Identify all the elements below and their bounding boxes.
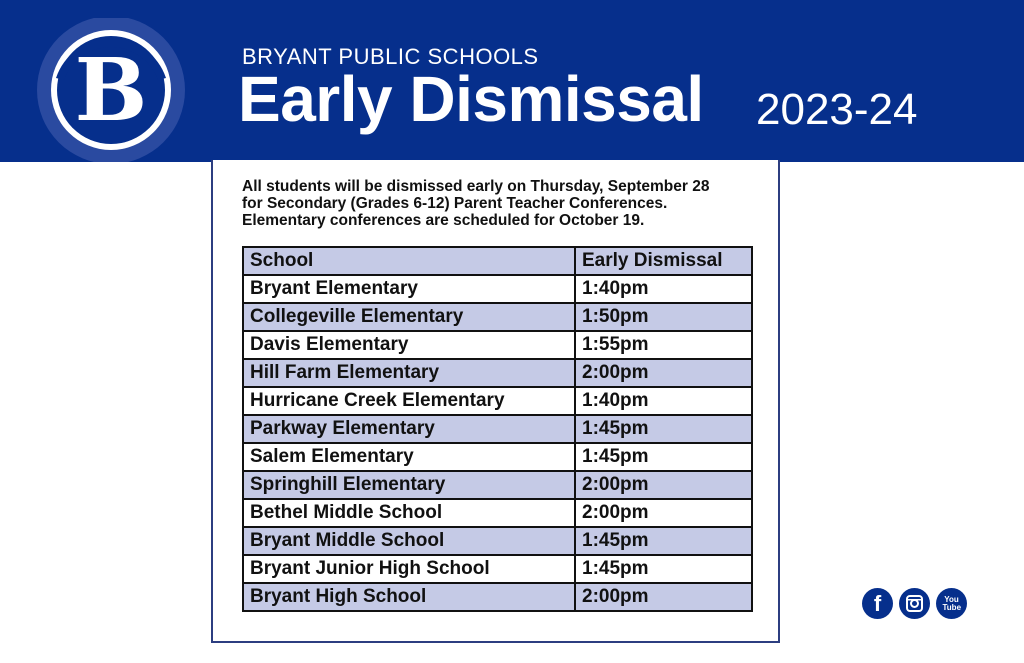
- table-row: [243, 527, 752, 555]
- svg-text:B: B: [74, 40, 148, 141]
- social-links: [862, 588, 967, 619]
- school-cell: Hurricane Creek Elementary: [243, 387, 575, 415]
- facebook-icon[interactable]: [862, 588, 893, 619]
- school-cell: Bryant Elementary: [243, 275, 575, 303]
- table-row: [243, 471, 752, 499]
- table-row: [243, 359, 752, 387]
- time-cell: 2:00pm: [575, 471, 752, 499]
- table-row: [243, 303, 752, 331]
- column-header-school: School: [243, 247, 575, 275]
- time-cell: 1:45pm: [575, 415, 752, 443]
- table-row: [243, 387, 752, 415]
- school-cell: Bryant Middle School: [243, 527, 575, 555]
- time-cell: 1:45pm: [575, 443, 752, 471]
- youtube-label: You Tube: [942, 594, 962, 612]
- time-cell: 1:40pm: [575, 387, 752, 415]
- time-cell: 1:45pm: [575, 555, 752, 583]
- page-title: Early Dismissal: [238, 63, 704, 135]
- intro-text: [242, 178, 762, 229]
- school-cell: Salem Elementary: [243, 443, 575, 471]
- table-row: [243, 443, 752, 471]
- table-row: [243, 555, 752, 583]
- table-row: [243, 331, 752, 359]
- time-cell: 2:00pm: [575, 583, 752, 611]
- table-header-row: [243, 247, 752, 275]
- time-cell: 1:55pm: [575, 331, 752, 359]
- time-cell: 1:40pm: [575, 275, 752, 303]
- table-row: [243, 583, 752, 611]
- school-cell: Davis Elementary: [243, 331, 575, 359]
- time-cell: 1:50pm: [575, 303, 752, 331]
- school-cell: Hill Farm Elementary: [243, 359, 575, 387]
- svg-text:f: f: [873, 591, 882, 616]
- header-banner: [0, 0, 1024, 162]
- intro-line: All students will be dismissed early on Thursday, September 28: [242, 178, 710, 195]
- table-row: [243, 275, 752, 303]
- intro-line: Elementary conferences are scheduled for October 19.: [242, 212, 645, 229]
- time-cell: 2:00pm: [575, 499, 752, 527]
- school-cell: Bryant Junior High School: [243, 555, 575, 583]
- school-cell: Springhill Elementary: [243, 471, 575, 499]
- school-cell: Collegeville Elementary: [243, 303, 575, 331]
- school-cell: Bethel Middle School: [243, 499, 575, 527]
- intro-line: for Secondary (Grades 6-12) Parent Teacher Conferences.: [242, 195, 668, 212]
- organization-name: BRYANT PUBLIC SCHOOLS: [242, 44, 539, 69]
- column-header-time: Early Dismissal: [575, 247, 752, 275]
- youtube-icon[interactable]: [936, 588, 967, 619]
- instagram-icon[interactable]: [899, 588, 930, 619]
- table-row: [243, 415, 752, 443]
- district-logo: [36, 18, 186, 162]
- time-cell: 1:45pm: [575, 527, 752, 555]
- school-cell: Bryant High School: [243, 583, 575, 611]
- dismissal-table: [242, 246, 753, 612]
- school-year: 2023-24: [756, 85, 918, 134]
- school-cell: Parkway Elementary: [243, 415, 575, 443]
- time-cell: 2:00pm: [575, 359, 752, 387]
- table-row: [243, 499, 752, 527]
